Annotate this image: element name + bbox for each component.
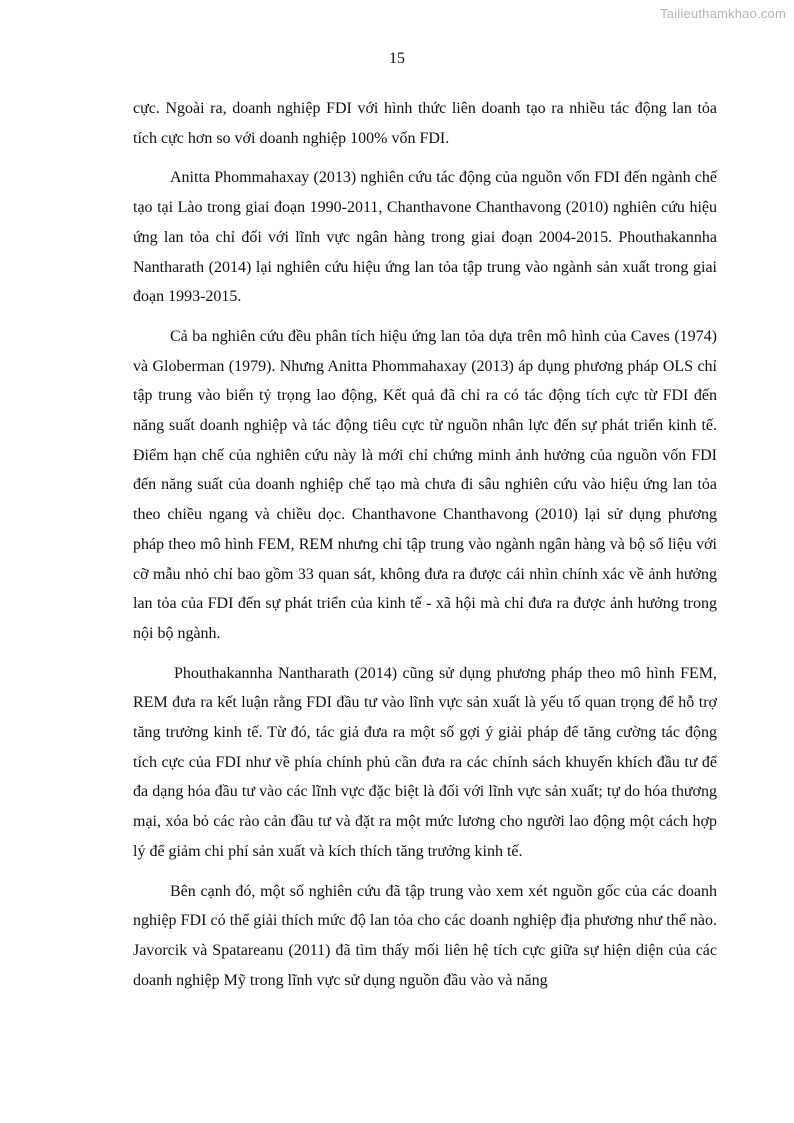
page-number: 15 (389, 50, 405, 67)
paragraph-nantharath-findings: Phouthakannha Nantharath (2014) cũng sử dụng phương pháp theo mô hình FEM, REM đưa ra kết luận rằng FDI đầu tư vào lĩnh vực sản xuất là yếu tố quan trọng để hỗ trợ tăng trưởng kinh tế. Từ đó, tác giả đưa ra một số gợi ý giải pháp để tăng cường tác động tích cực của FDI như về phía chính phủ cần đưa ra các chính sách khuyến khích đầu tư để đa dạng hóa đầu tư vào các lĩnh vực đặc biệt là đối với lĩnh vực sản xuất; tự do hóa thương mại, xóa bỏ các rào cản đầu tư và đặt ra một mức lương cho người lao động một cách hợp lý để giảm chi phí sản xuất và kích thích tăng trưởng kinh tế. (133, 664, 717, 860)
paragraph-continuation: cực. Ngoài ra, doanh nghiệp FDI với hình thức liên doanh tạo ra nhiều tác động lan tỏa tích cực hơn so với doanh nghiệp 100% vốn FDI. (133, 100, 717, 147)
paragraph-studies-overview: Anitta Phommahaxay (2013) nghiên cứu tác động của nguồn vốn FDI đến ngành chế tạo tại Lào trong giai đoạn 1990-2011, Chanthavone Chanthavong (2010) nghiên cứu hiệu ứng lan tỏa chỉ đối với lĩnh vực ngân hàng trong giai đoạn 2004-2015. Phouthakannha Nantharath (2014) lại nghiên cứu hiệu ứng lan tỏa tập trung vào ngành sản xuất trong giai đoạn 1993-2015. (133, 169, 717, 306)
paragraph-methodology-comparison: Cả ba nghiên cứu đều phân tích hiệu ứng lan tỏa dựa trên mô hình của Caves (1974) và Globerman (1979). Nhưng Anitta Phommahaxay (2013) áp dụng phương pháp OLS chỉ tập trung vào biến tỷ trọng lao động, Kết quả đã chỉ ra có tác động tích cực từ FDI đến năng suất doanh nghiệp và tác động tiêu cực từ nguồn nhân lực đến sự phát triển kinh tế. Điểm hạn chế của nghiên cứu này là mới chỉ chứng minh ảnh hưởng của nguồn vốn FDI đến năng suất của doanh nghiệp chế tạo mà chưa đi sâu nghiên cứu vào hiệu ứng lan tỏa theo chiều ngang và chiều dọc. Chanthavone Chanthavong (2010) lại sử dụng phương pháp theo mô hình FEM, REM nhưng chỉ tập trung vào ngành ngân hàng và bộ số liệu với cỡ mẫu nhỏ chỉ bao gồm 33 quan sát, không đưa ra được cái nhìn chính xác về ảnh hưởng lan tỏa của FDI đến sự phát triển của kinh tế - xã hội mà chỉ đưa ra được ảnh hưởng trong nội bộ ngành. (133, 327, 717, 642)
paragraph-fdi-origin: Bên cạnh đó, một số nghiên cứu đã tập trung vào xem xét nguồn gốc của các doanh nghiệp FDI có thể giải thích mức độ lan tỏa cho các doanh nghiệp địa phương như thế nào. Javorcik và Spatareanu (2011) đã tìm thấy mối liên hệ tích cực giữa sự hiện diện của các doanh nghiệp Mỹ trong lĩnh vực sử dụng nguồn đầu vào và năng (133, 882, 717, 989)
document-body (133, 94, 717, 1005)
watermark-text: Tailieuthamkhao.com (660, 6, 786, 21)
